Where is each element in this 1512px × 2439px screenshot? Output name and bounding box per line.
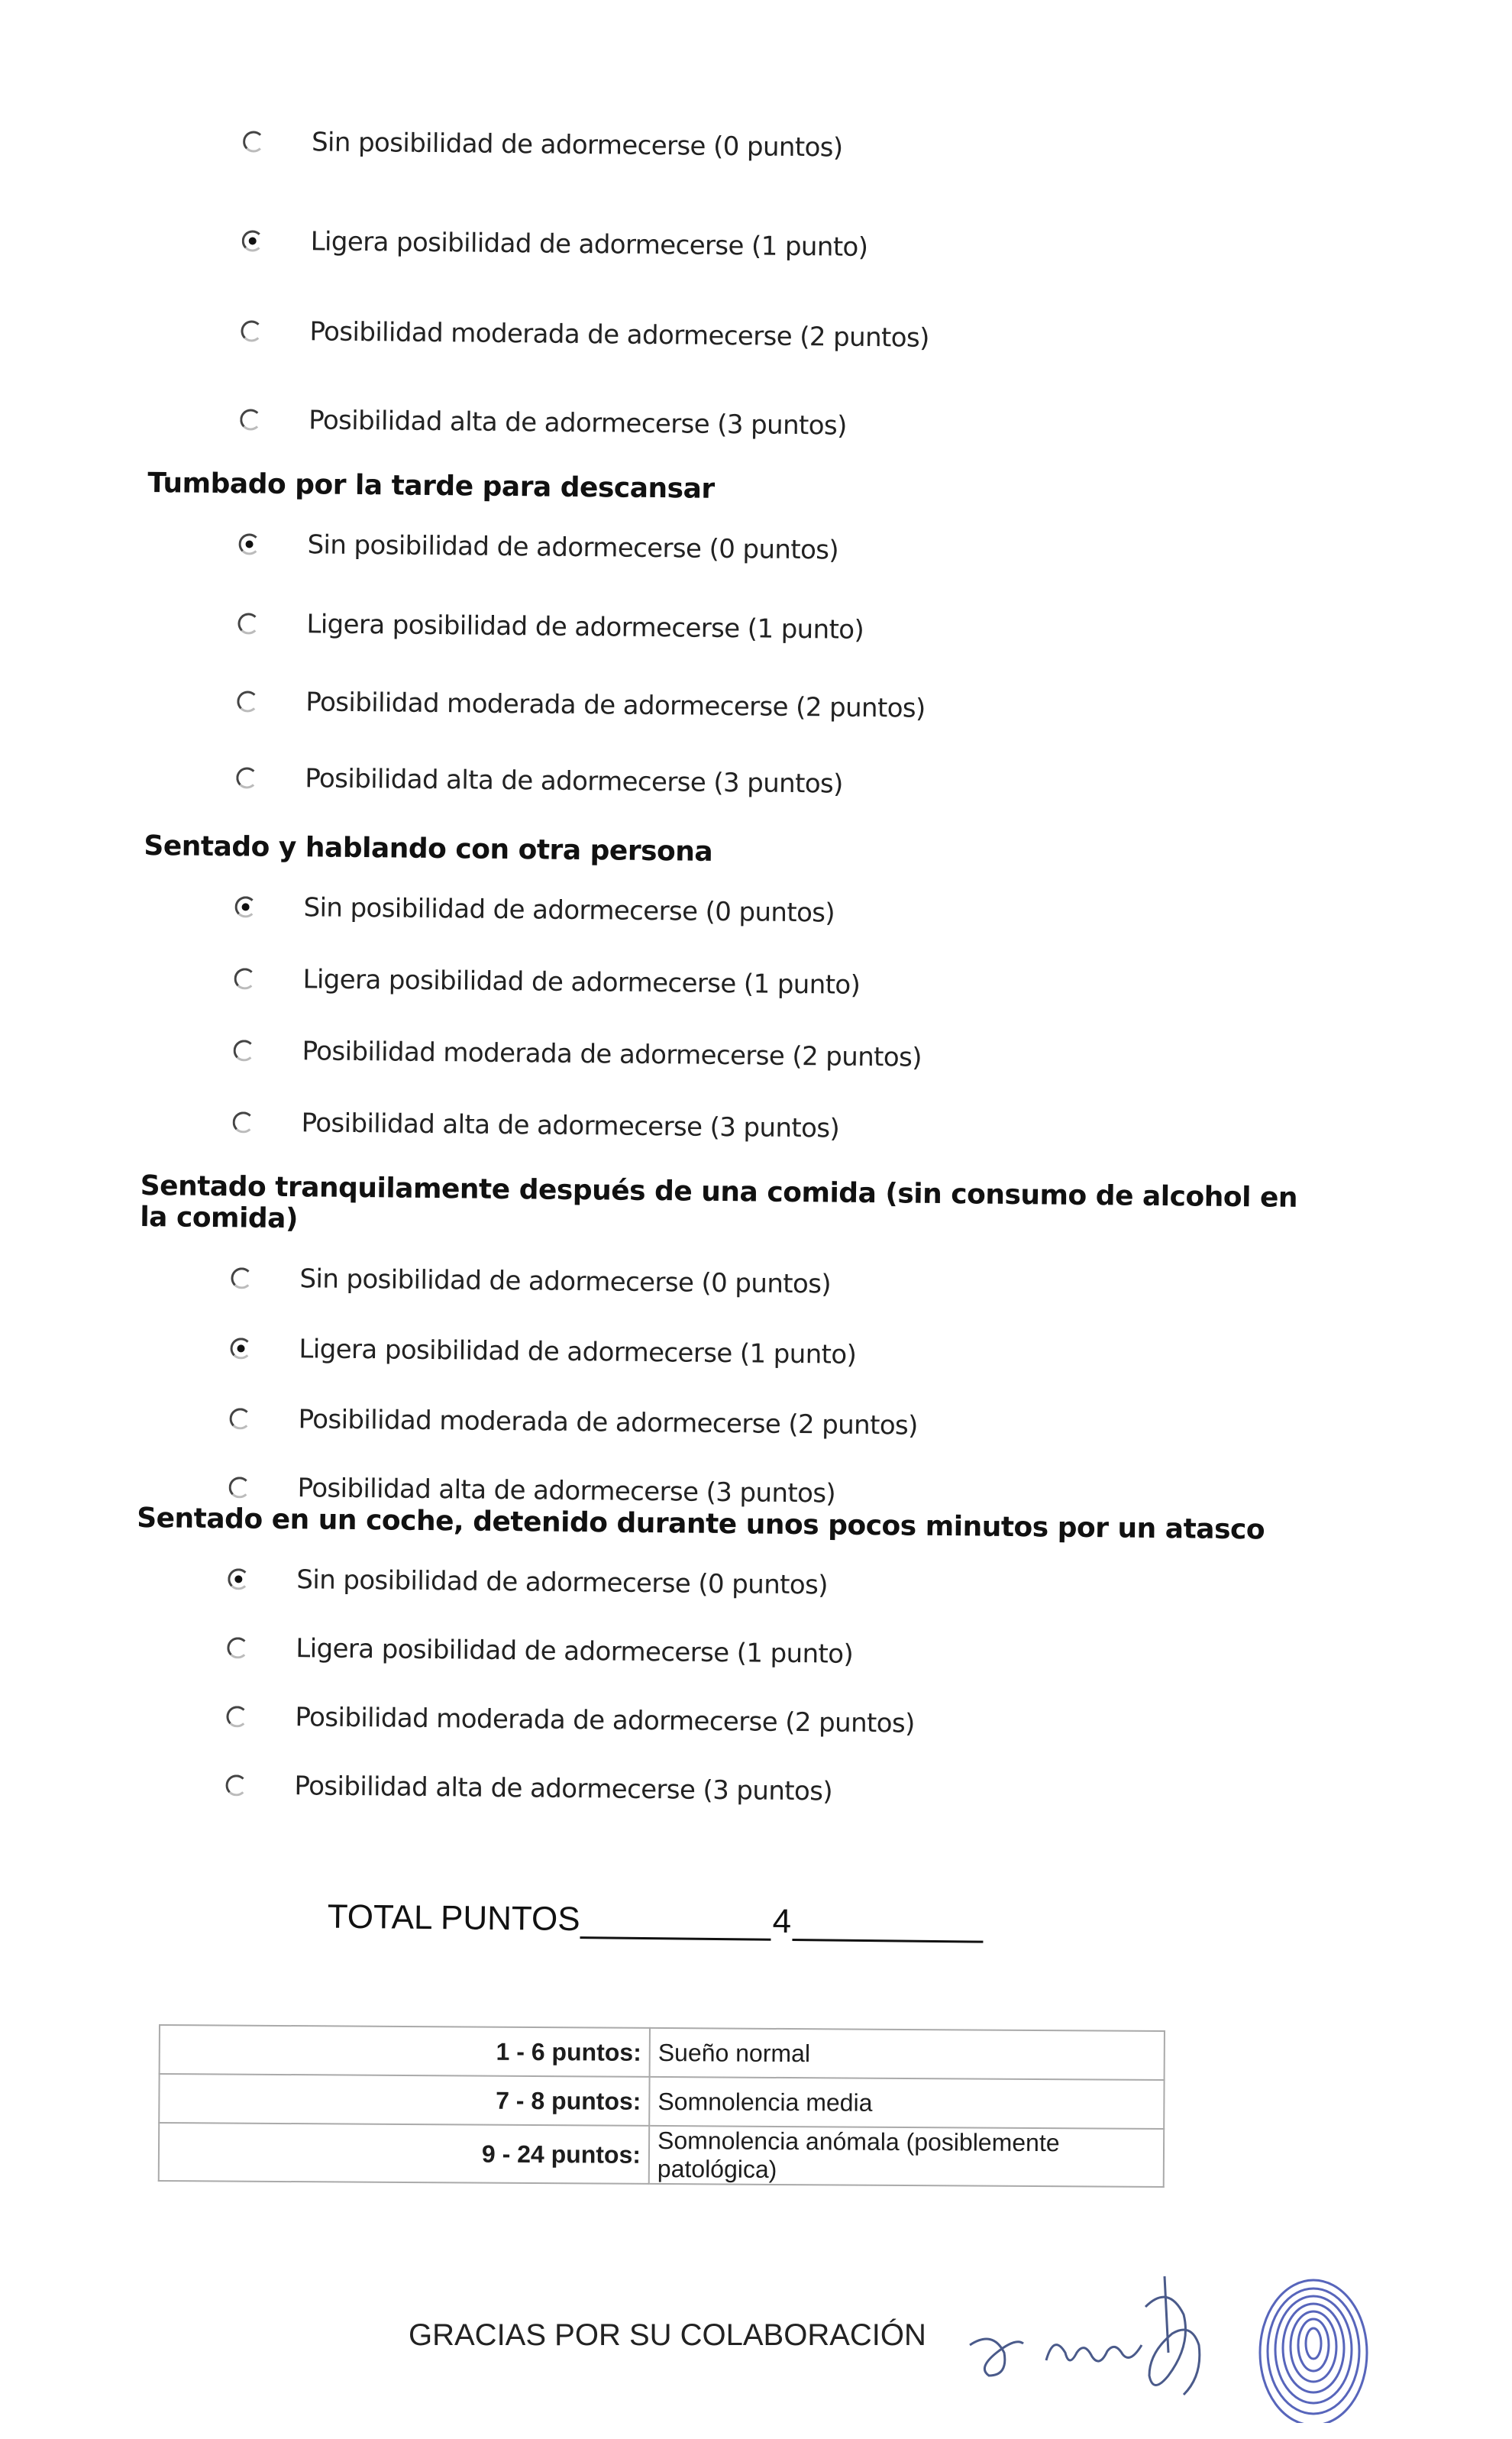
option-label: Sin posibilidad de adormecerse (0 puntos) [303, 892, 835, 929]
radio-button-checked[interactable] [238, 533, 260, 555]
total-underline [793, 1905, 984, 1943]
option-label: Ligera posibilidad de adormecerse (1 punto) [310, 226, 868, 263]
question-title: Sentado en un coche, detenido durante unos pocos minutos por un atasco [136, 1502, 1265, 1546]
score-range: 1 - 6 puntos: [160, 2025, 650, 2077]
option-label: Ligera posibilidad de adormecerse (1 punto) [299, 1334, 857, 1370]
total-label: TOTAL PUNTOS [327, 1897, 580, 1939]
radio-button[interactable] [234, 968, 255, 989]
option-row[interactable] [232, 1098, 1325, 1158]
option-row[interactable] [241, 306, 1333, 367]
radio-button-checked[interactable] [228, 1568, 249, 1590]
radio-button[interactable] [236, 767, 257, 788]
option-label: Sin posibilidad de adormecerse (0 puntos) [307, 529, 839, 566]
question-4 [134, 1503, 1320, 1821]
fingerprint-icon [1252, 2261, 1375, 2423]
option-row[interactable] [229, 1394, 1322, 1454]
option-row[interactable] [234, 882, 1327, 943]
thanks-footer: GRACIAS POR SU COLABORACIÓN [409, 2318, 926, 2352]
radio-button[interactable] [229, 1408, 250, 1429]
option-label: Ligera posibilidad de adormecerse (1 punto) [302, 964, 861, 1001]
option-row[interactable] [233, 1026, 1326, 1086]
option-row[interactable] [234, 954, 1326, 1014]
option-label: Sin posibilidad de adormecerse (0 puntos) [299, 1263, 832, 1300]
option-label: Ligera posibilidad de adormecerse (1 punto) [296, 1633, 854, 1670]
score-meaning: Somnolencia media [649, 2077, 1164, 2129]
option-label: Posibilidad alta de adormecerse (3 puntos) [297, 1473, 836, 1509]
question-1 [144, 467, 1331, 814]
question-3 [137, 1170, 1324, 1523]
radio-button[interactable] [243, 131, 264, 152]
option-row[interactable] [226, 1692, 1319, 1752]
option-label: Ligera posibilidad de adormecerse (1 punto) [306, 609, 864, 645]
option-row[interactable] [230, 1324, 1323, 1384]
option-label: Sin posibilidad de adormecerse (0 puntos) [311, 127, 843, 163]
radio-button[interactable] [226, 1706, 247, 1727]
option-row[interactable] [243, 117, 1336, 177]
option-label: Posibilidad alta de adormecerse (3 puntos) [305, 763, 844, 800]
option-label: Posibilidad alta de adormecerse (3 puntos) [309, 405, 847, 442]
radio-button-checked[interactable] [234, 896, 256, 917]
option-row[interactable] [228, 1554, 1320, 1615]
radio-button[interactable] [228, 1477, 250, 1498]
radio-button[interactable] [231, 1267, 252, 1289]
option-label: Posibilidad moderada de adormecerse (2 puntos) [298, 1404, 919, 1441]
option-row[interactable] [236, 753, 1329, 814]
score-meaning: Sueño normal [650, 2028, 1165, 2080]
option-label: Posibilidad moderada de adormecerse (2 puntos) [309, 316, 929, 354]
handwritten-signature [962, 2261, 1222, 2414]
radio-button[interactable] [227, 1637, 248, 1658]
radio-button-checked[interactable] [230, 1338, 251, 1359]
option-label: Posibilidad moderada de adormecerse (2 puntos) [295, 1702, 915, 1739]
option-label: Posibilidad alta de adormecerse (3 puntos) [294, 1771, 833, 1807]
option-label: Posibilidad moderada de adormecerse (2 puntos) [305, 687, 926, 724]
score-range: 7 - 8 puntos: [159, 2074, 649, 2126]
radio-button[interactable] [237, 613, 259, 634]
option-label: Posibilidad alta de adormecerse (3 puntos) [301, 1108, 840, 1144]
total-value: 4 [772, 1902, 792, 1940]
table-row [159, 2123, 1164, 2187]
question-title: Tumbado por la tarde para descansar [147, 467, 715, 505]
question-2 [141, 830, 1327, 1158]
total-underline [580, 1903, 771, 1941]
radio-button[interactable] [237, 691, 258, 712]
option-row[interactable] [241, 216, 1334, 277]
radio-button[interactable] [232, 1111, 254, 1133]
total-points [327, 1898, 984, 1943]
question-previous [148, 116, 1335, 455]
radio-button[interactable] [233, 1040, 254, 1061]
option-row[interactable] [237, 677, 1329, 737]
option-row[interactable] [238, 519, 1331, 580]
option-row[interactable] [225, 1761, 1318, 1821]
table-row [160, 2025, 1165, 2080]
option-label: Sin posibilidad de adormecerse (0 puntos) [296, 1564, 829, 1601]
score-range: 9 - 24 puntos: [159, 2123, 649, 2184]
table-row [159, 2074, 1164, 2129]
option-row[interactable] [237, 599, 1330, 659]
question-title: Sentado y hablando con otra persona [144, 830, 713, 868]
option-label: Posibilidad moderada de adormecerse (2 puntos) [302, 1036, 922, 1073]
question-title: Sentado tranquilamente después de una comida (sin consumo de alcohol en la comida) [140, 1170, 1298, 1235]
option-row[interactable] [231, 1253, 1323, 1314]
radio-button[interactable] [241, 320, 262, 341]
score-meaning: Somnolencia anómala (posiblemente patológica) [649, 2126, 1164, 2187]
radio-button-checked[interactable] [242, 230, 263, 251]
option-row[interactable] [240, 395, 1333, 455]
score-legend-table [158, 2024, 1165, 2188]
radio-button[interactable] [225, 1774, 247, 1796]
option-row[interactable] [227, 1623, 1320, 1684]
radio-button[interactable] [240, 409, 261, 430]
